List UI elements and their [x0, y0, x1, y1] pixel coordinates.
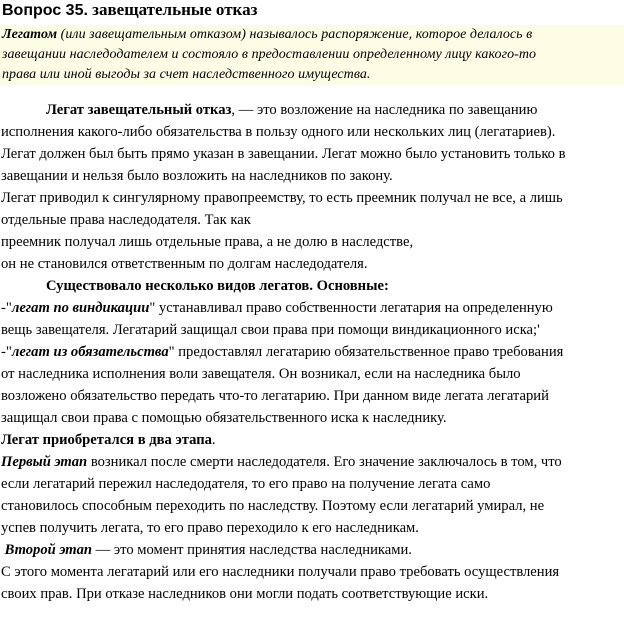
body-line: защищал свои права с помощью обязательственного иска к наследнику.: [1, 410, 447, 426]
kind-bullet: -": [1, 300, 12, 316]
body-line: от наследника исполнения воли завещателя. Он возникал, если на наследника было: [1, 366, 521, 382]
body-line: вещь завещателя. Легатарий защищал свои права при помощи виндикационного иска;': [1, 322, 540, 338]
kind-vindication: [0, 297, 624, 319]
body-line: Легат должен был быть прямо указан в завещании. Легат можно было установить только в: [1, 146, 566, 162]
body-line: исполнения какого-либо обязательства в пользу одного или нескольких лиц (легатариев).: [1, 124, 556, 140]
body-line: если легатарий пережил наследодателя, то его право на получение легата само: [1, 476, 491, 492]
title-text: завещательные отказ: [92, 0, 258, 19]
kinds-heading: Существовало несколько видов легатов. Основные:: [46, 278, 389, 294]
definition-line-2: завещании наследодателем и состояло в предоставлении определенному лицу какого-то: [2, 47, 537, 62]
kind-obligation-term: легат из обязательства: [11, 344, 169, 360]
page-title: [0, 0, 624, 20]
definition-box: [0, 25, 624, 85]
body-line: Легат приводил к сингулярному правопреемству, то есть преемник получал не все, а лишь: [1, 190, 563, 206]
definition-line-1: [0, 25, 624, 45]
stages-heading-line: [0, 429, 624, 451]
stages-heading-dot: .: [211, 432, 216, 448]
title-prefix: Вопрос 35.: [2, 2, 88, 19]
stage-first-text: возникал после смерти наследодателя. Его значение заключалось в том, что: [87, 454, 562, 470]
body-line: он не становился ответственным по долгам наследодателя.: [1, 256, 368, 272]
body-line: отдельные права наследодателя. Так как: [1, 212, 251, 228]
definition-term: Легатом: [2, 27, 58, 42]
kind-vindication-term: легат по виндикации: [11, 300, 150, 316]
body-line: завещании и нельзя было возложить на наследников по закону.: [1, 168, 393, 184]
stage-second-text: — это момент принятия наследства наследниками.: [92, 542, 412, 558]
definition-text-1: (или завещательным отказом) называлось распоряжение, которое делалось в: [57, 27, 533, 42]
stage-first-term: Первый этап: [1, 454, 88, 470]
stage-first: [0, 451, 624, 473]
document-body: [0, 99, 624, 605]
stages-heading: Легат приобретался в два этапа: [1, 432, 212, 448]
kind-vindication-text: " устанавливал право собственности легатария на определенную: [149, 300, 553, 316]
definition-line-3: права или иной выгоды за счет наследственного имущества.: [2, 67, 371, 82]
kind-obligation: [0, 341, 624, 363]
paragraph-legat-intro: [0, 99, 624, 121]
kind-bullet: -": [1, 344, 12, 360]
legat-definition: , — это возложение на наследника по завещанию: [231, 102, 538, 118]
stage-second-term: Второй этап: [4, 542, 93, 558]
legat-term: Легат завещательный отказ: [46, 102, 232, 118]
body-line: становилось способным переходить по наследству. Поэтому если легатарий умирал, не: [1, 498, 545, 514]
body-line: успев получить легата, то его право переходило к его наследникам.: [1, 520, 419, 536]
body-line: С этого момента легатарий или его наследники получали право требовать осуществления: [1, 564, 560, 580]
stage-second: [0, 539, 624, 561]
body-line: своих прав. При отказе наследников они могли подать соответствующие иски.: [1, 586, 489, 602]
kind-obligation-text: " предоставлял легатарию обязательственное право требования: [168, 344, 564, 360]
body-line: возложено обязательство передать что-то легатарию. При данном виде легата легатарий: [1, 388, 549, 404]
body-line: преемник получал лишь отдельные права, а не долю в наследстве,: [1, 234, 414, 250]
